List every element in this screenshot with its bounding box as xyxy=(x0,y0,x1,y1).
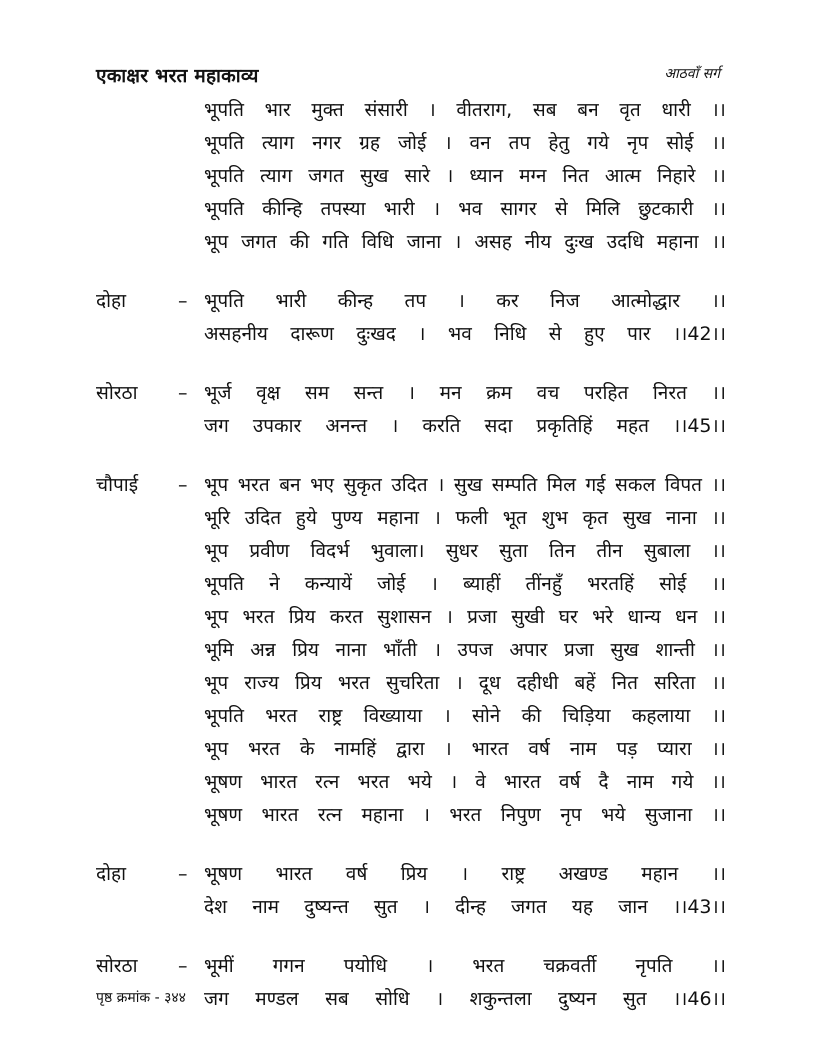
verse-text: जग उपकार अनन्त । करति सदा प्रकृतिहिं महत ।।45।। xyxy=(204,415,726,437)
chapter-title: आठवाँ सर्ग xyxy=(664,66,720,82)
page-number: पृष्ठ क्रमांक - ३४४ xyxy=(96,990,186,1006)
verse-section xyxy=(96,377,726,443)
verse-text: भूर्ज वृक्ष सम सन्त । मन क्रम वच परहित निरत ।। xyxy=(204,382,726,404)
verse-line xyxy=(96,891,726,924)
dash-separator: – xyxy=(178,382,188,404)
verse-line xyxy=(96,410,726,443)
dash-separator: – xyxy=(178,474,188,496)
verse-text: भूप प्रवीण विदर्भ भुवाला। सुधर सुता तिन तीन सुबाला ।। xyxy=(204,540,726,562)
verse-type-label: चौपाई xyxy=(96,474,139,496)
verse-line xyxy=(96,634,726,667)
verse-line xyxy=(96,377,726,410)
verse-line xyxy=(96,799,726,832)
verse-text: भूपति ने कन्यायें जोई । ब्याहीं तींनहुँ भरतहिं सोई ।। xyxy=(204,573,726,595)
verse-section xyxy=(96,950,726,1016)
verse-type-label: सोरठा xyxy=(96,955,138,977)
verse-text: भूप भरत बन भए सुकृत उदित । सुख सम्पति मिल गई सकल विपत ।। xyxy=(204,474,726,496)
verse-line xyxy=(96,469,726,502)
verse-line xyxy=(96,858,726,891)
verse-text: भूप भरत के नामहिं द्वारा । भारत वर्ष नाम पड़ प्यारा ।। xyxy=(204,738,726,760)
verse-text: भूपति कीन्हि तपस्या भारी । भव सागर से मिलि छुटकारी ।। xyxy=(204,198,726,220)
verse-line xyxy=(96,193,726,226)
verse-text: भूमीं गगन पयोधि । भरत चक्रवर्ती नृपति ।। xyxy=(204,955,726,977)
verse-line xyxy=(96,160,726,193)
verse-type-label: दोहा xyxy=(96,290,127,312)
verse-line xyxy=(96,983,726,1016)
verse-line xyxy=(96,226,726,259)
verse-text: देश नाम दुष्यन्त सुत । दीन्ह जगत यह जान ।।43।। xyxy=(204,896,726,918)
verse-text: भूपति त्याग नगर ग्रह जोई । वन तप हेतु गये नृप सोई ।। xyxy=(204,132,726,154)
verse-line xyxy=(96,766,726,799)
verse-content xyxy=(96,94,726,1042)
verse-section xyxy=(96,285,726,351)
verse-text: भूमि अन्न प्रिय नाना भाँती । उपज अपार प्रजा सुख शान्ती ।। xyxy=(204,639,726,661)
verse-text: जग मण्डल सब सोधि । शकुन्तला दुष्यन सुत ।।46।। xyxy=(204,988,726,1010)
verse-line xyxy=(96,285,726,318)
verse-line xyxy=(96,568,726,601)
dash-separator: – xyxy=(178,955,188,977)
verse-line xyxy=(96,535,726,568)
verse-text: भूप जगत की गति विधि जाना । असह नीय दुःख उदधि महाना ।। xyxy=(204,231,726,253)
dash-separator: – xyxy=(178,290,188,312)
verse-line xyxy=(96,700,726,733)
book-title: एकाक्षर भरत महाकाव्य xyxy=(96,65,259,87)
verse-text: भूपति भरत राष्ट्र विख्याया । सोने की चिड़िया कहलाया ।। xyxy=(204,705,726,727)
verse-text: भूषण भारत वर्ष प्रिय । राष्ट्र अखण्ड महान ।। xyxy=(204,863,726,885)
verse-line xyxy=(96,127,726,160)
verse-line xyxy=(96,950,726,983)
verse-text: भूपति त्याग जगत सुख सारे । ध्यान मग्न नित आत्म निहारे ।। xyxy=(204,165,726,187)
verse-line xyxy=(96,667,726,700)
verse-text: असहनीय दारूण दुःखद । भव निधि से हुए पार ।।42।। xyxy=(204,323,726,345)
verse-text: भूप राज्य प्रिय भरत सुचरिता । दूध दहीधी बहें नित सरिता ।। xyxy=(204,672,726,694)
verse-section xyxy=(96,858,726,924)
verse-text: भूरि उदित हुये पुण्य महाना । फली भूत शुभ कृत सुख नाना ।। xyxy=(204,507,726,529)
verse-line xyxy=(96,733,726,766)
verse-line xyxy=(96,502,726,535)
verse-line xyxy=(96,601,726,634)
verse-line xyxy=(96,94,726,127)
verse-type-label: दोहा xyxy=(96,863,127,885)
verse-text: भूप भरत प्रिय करत सुशासन । प्रजा सुखी घर भरे धान्य धन ।। xyxy=(204,606,726,628)
verse-section xyxy=(96,469,726,832)
verse-text: भूपति भार मुक्त संसारी । वीतराग, सब बन वृत धारी ।। xyxy=(204,99,726,121)
verse-section xyxy=(96,94,726,259)
verse-text: भूपति भारी कीन्ह तप । कर निज आत्मोद्धार ।। xyxy=(204,290,726,312)
verse-type-label: सोरठा xyxy=(96,382,138,404)
dash-separator: – xyxy=(178,863,188,885)
verse-line xyxy=(96,318,726,351)
verse-text: भूषण भारत रत्न महाना । भरत निपुण नृप भये सुजाना ।। xyxy=(204,804,726,826)
verse-text: भूषण भारत रत्न भरत भये । वे भारत वर्ष दै नाम गये ।। xyxy=(204,771,726,793)
